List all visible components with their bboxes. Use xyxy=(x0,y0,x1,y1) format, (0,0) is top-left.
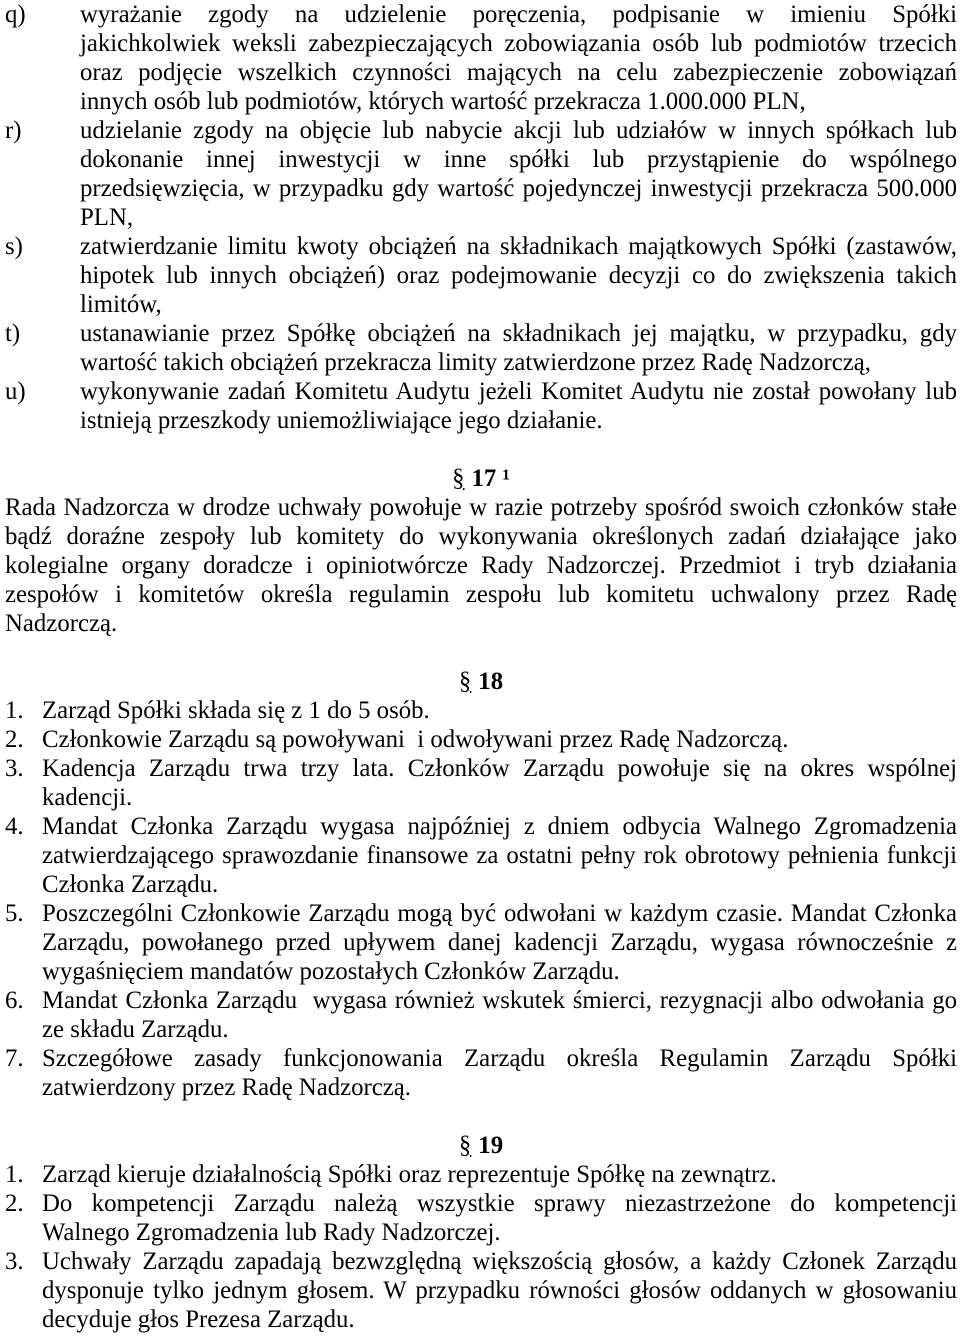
item-text xyxy=(42,696,957,725)
text-line: Zarządu, powołanego przed upływem danej kadencji Zarządu, wygasa równocześnie z xyxy=(42,929,957,956)
text-line: Członkowie Zarządu są powoływani i odwoływani przez Radę Nadzorczą. xyxy=(42,726,789,753)
item-text xyxy=(42,899,957,986)
section-sign: § xyxy=(458,1132,472,1159)
item-text xyxy=(80,0,957,116)
text-line: Poszczególni Członkowie Zarządu mogą być odwołani w każdym czasie. Mandat Członka xyxy=(42,900,957,927)
section-heading-18 xyxy=(5,667,957,696)
item-text xyxy=(42,1247,957,1334)
text-line: kolegialne organy doradcze i opiniotwórcze Rady Nadzorczej. Przedmiot i tryb działania xyxy=(5,552,957,579)
item-label: q) xyxy=(5,1,26,28)
text-line: wyrażanie zgody na udzielenie poręczenia, podpisanie w imieniu Spółki xyxy=(80,1,957,28)
list-item xyxy=(5,899,957,986)
text-line: dokonanie innej inwestycji w inne spółki lub przystąpienie do wspólnego xyxy=(80,146,957,173)
section-sign: § xyxy=(452,465,465,492)
item-number: 5. xyxy=(5,900,24,927)
text-line: innych osób lub podmiotów, których wartość przekracza 1.000.000 PLN, xyxy=(80,88,806,115)
section-19-list xyxy=(5,1160,957,1334)
text-line: dysponuje tylko jednym głosem. W przypadku równości głosów oddanych w głosowaniu xyxy=(42,1277,957,1304)
text-line: przedsięwzięcia, w przypadku gdy wartość pojedynczej inwestycji przekracza 500.000 xyxy=(80,175,957,202)
text-line: Mandat Członka Zarządu wygasa najpóźniej z dniem odbycia Walnego Zgromadzenia xyxy=(42,813,957,840)
text-line: Nadzorczą. xyxy=(5,610,118,637)
text-line: zatwierdzanie limitu kwoty obciążeń na składnikach majątkowych Spółki (zastawów, xyxy=(80,233,957,260)
list-item xyxy=(5,319,957,377)
item-text xyxy=(42,1189,957,1247)
text-line: Rada Nadzorcza w drodze uchwały powołuje w razie potrzeby spośród swoich członków stałe xyxy=(5,494,957,521)
text-line: hipotek lub innych obciążeń) oraz podejmowanie decyzji co do zwiększenia takich xyxy=(80,262,957,289)
item-text xyxy=(42,754,957,812)
text-line: Do kompetencji Zarządu należą wszystkie sprawy niezastrzeżone do kompetencji xyxy=(42,1190,957,1217)
section-heading-17 xyxy=(5,464,957,493)
text-line: Szczegółowe zasady funkcjonowania Zarządu określa Regulamin Zarządu Spółki xyxy=(42,1045,957,1072)
item-label: s) xyxy=(5,233,23,260)
text-line: Zarząd kieruje działalnością Spółki oraz reprezentuje Spółkę na zewnątrz. xyxy=(42,1161,777,1188)
section-number: 19 xyxy=(478,1132,504,1159)
item-number: 2. xyxy=(5,726,24,753)
section-17-paragraph xyxy=(5,493,957,638)
text-line: Kadencja Zarządu trwa trzy lata. Członków Zarządu powołuje się na okres wspólnej xyxy=(42,755,957,782)
text-line: zespołów i komitetów określa regulamin zespołu lub komitetu uchwalony przez Radę xyxy=(5,581,957,608)
item-text xyxy=(42,1160,957,1189)
item-number: 6. xyxy=(5,987,24,1014)
text-line: PLN, xyxy=(80,204,134,231)
list-item xyxy=(5,377,957,435)
item-number: 7. xyxy=(5,1045,24,1072)
list-item xyxy=(5,232,957,319)
item-text xyxy=(42,1044,957,1102)
list-item xyxy=(5,0,957,116)
item-number: 3. xyxy=(5,755,24,782)
text-line: decyduje głos Prezesa Zarządu. xyxy=(42,1306,355,1333)
text-line: kadencji. xyxy=(42,784,133,811)
item-label: r) xyxy=(5,117,22,144)
text-line: wartość takich obciążeń przekracza limity zatwierdzone przez Radę Nadzorczą, xyxy=(80,349,871,376)
section-sign: § xyxy=(458,668,472,695)
list-item xyxy=(5,1247,957,1334)
list-item xyxy=(5,986,957,1044)
item-text xyxy=(80,116,957,232)
item-text xyxy=(80,232,957,319)
text-line: istnieją przeszkody uniemożliwiające jego działanie. xyxy=(80,407,603,434)
item-text xyxy=(42,812,957,899)
item-label: t) xyxy=(5,320,21,347)
list-item xyxy=(5,812,957,899)
item-text xyxy=(80,377,957,435)
text-line: limitów, xyxy=(80,291,162,318)
text-line: zatwierdzony przez Radę Nadzorczą. xyxy=(42,1074,411,1101)
text-line: wykonywanie zadań Komitetu Audytu jeżeli Komitet Audytu nie został powołany lub xyxy=(80,378,957,405)
item-number: 1. xyxy=(5,1161,24,1188)
list-item xyxy=(5,696,957,725)
text-line: oraz podjęcie wszelkich czynności mających na celu zabezpieczenie zobowiązań xyxy=(80,59,957,86)
item-number: 1. xyxy=(5,697,24,724)
section-18-list xyxy=(5,696,957,1102)
text-line: zatwierdzającego sprawozdanie finansowe za ostatni pełny rok obrotowy pełnienia funkcji xyxy=(42,842,957,869)
list-item xyxy=(5,1160,957,1189)
section-number: 17 ¹ xyxy=(471,465,510,492)
item-number: 4. xyxy=(5,813,24,840)
list-item xyxy=(5,754,957,812)
item-number: 3. xyxy=(5,1248,24,1275)
text-line: Mandat Członka Zarządu wygasa również wskutek śmierci, rezygnacji albo odwołania go xyxy=(42,987,957,1014)
item-number: 2. xyxy=(5,1190,24,1217)
text-line: ustanawianie przez Spółkę obciążeń na składnikach jej majątku, w przypadku, gdy xyxy=(80,320,957,347)
text-line: Członka Zarządu. xyxy=(42,871,219,898)
item-text xyxy=(42,725,957,754)
text-line: wygaśnięciem mandatów pozostałych Członków Zarządu. xyxy=(42,958,620,985)
item-label: u) xyxy=(5,378,26,405)
item-text xyxy=(80,319,957,377)
text-line: ze składu Zarządu. xyxy=(42,1016,229,1043)
list-item xyxy=(5,1044,957,1102)
text-line: jakichkolwiek weksli zabezpieczających zobowiązania osób lub podmiotów trzecich xyxy=(80,30,957,57)
text-line: Walnego Zgromadzenia lub Rady Nadzorczej. xyxy=(42,1219,501,1246)
item-text xyxy=(42,986,957,1044)
text-line: Uchwały Zarządu zapadają bezwzględną większością głosów, a każdy Członek Zarządu xyxy=(42,1248,957,1275)
text-line: bądź doraźne zespoły lub komitety do wykonywania określonych zadań działające jako xyxy=(5,523,957,550)
list-item xyxy=(5,1189,957,1247)
section-number: 18 xyxy=(478,668,504,695)
text-line: udzielanie zgody na objęcie lub nabycie akcji lub udziałów w innych spółkach lub xyxy=(80,117,957,144)
competence-list xyxy=(5,0,957,435)
list-item xyxy=(5,725,957,754)
list-item xyxy=(5,116,957,232)
section-heading-19 xyxy=(5,1131,957,1160)
text-line: Zarząd Spółki składa się z 1 do 5 osób. xyxy=(42,697,430,724)
